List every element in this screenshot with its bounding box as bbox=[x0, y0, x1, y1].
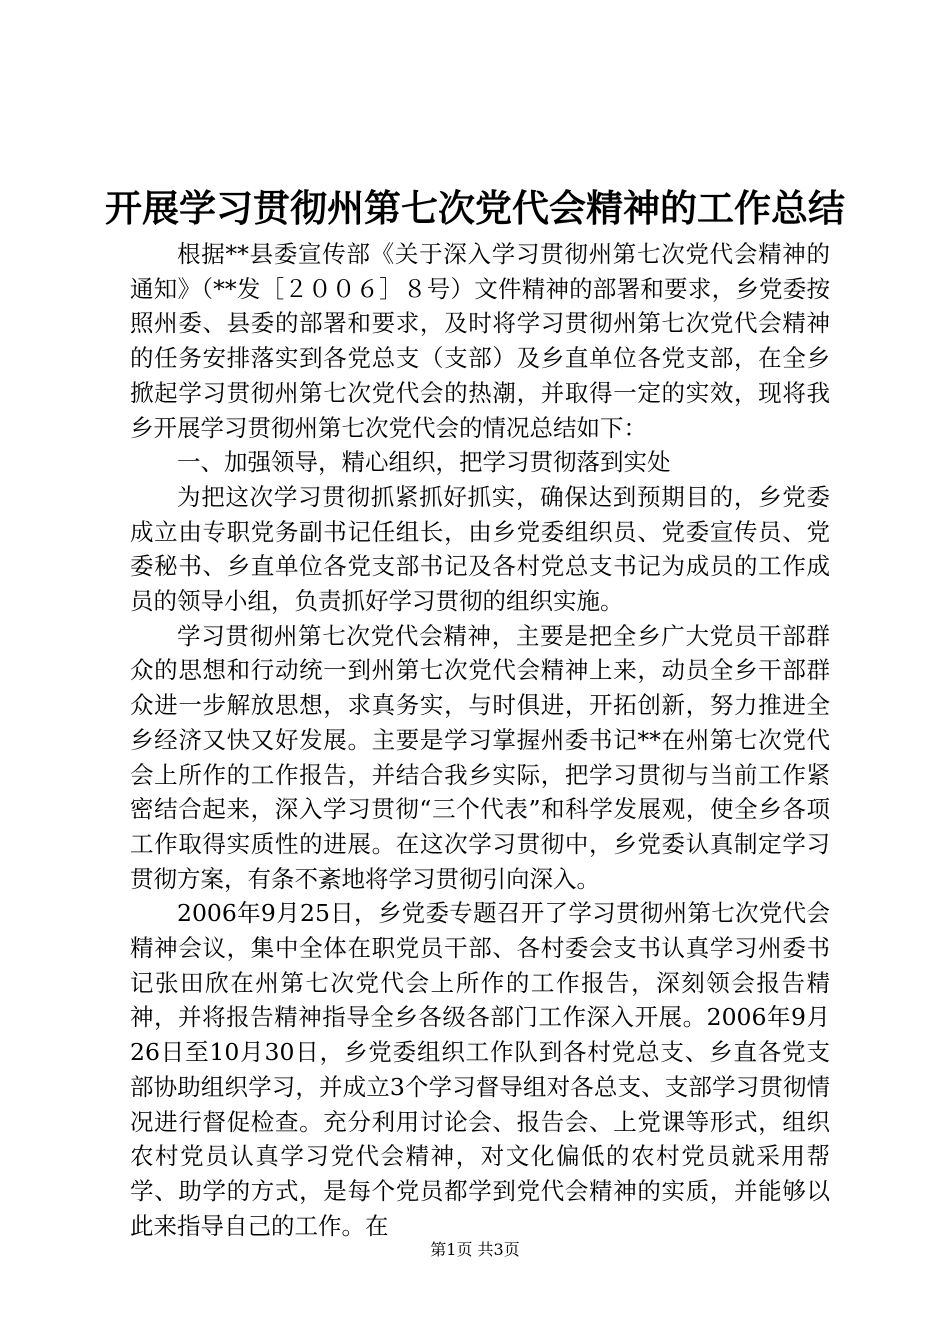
document-body bbox=[130, 237, 830, 1243]
paragraph-study-goals: 学习贯彻州第七次党代会精神，主要是把全乡广大党员干部群众的思想和行动统一到州第七次党代会精神上来，动员全乡干部群众进一步解放思想，求真务实，与时俱进，开拓创新，努力推进全乡经济又快又好发展。主要是学习掌握州委书记**在州第七次党代会上所作的工作报告，并结合我乡实际，把学习贯彻与当前工作紧密结合起来，深入学习贯彻“三个代表”和科学发展观，使全乡各项工作取得实质性的进展。在这次学习贯彻中，乡党委认真制定学习贯彻方案，有条不紊地将学习贯彻引向深入。 bbox=[130, 621, 830, 893]
section-heading-1: 一、加强领导，精心组织，把学习贯彻落到实处 bbox=[177, 448, 671, 477]
paragraph-leadership: 为把这次学习贯彻抓紧抓好抓实，确保达到预期目的，乡党委成立由专职党务副书记任组长，由乡党委组织员、党委宣传员、党委秘书、乡直单位各党支部书记及各村党总支书记为成员的工作成员的领导小组，负责抓好学习贯彻的组织实施。 bbox=[130, 482, 830, 616]
paragraph-meeting: 2006年9月25日，乡党委专题召开了学习贯彻州第七次党代会精神会议，集中全体在职党员干部、各村委会支书认真学习州委书记张田欣在州第七次党代会上所作的工作报告，深刻领会报告精神，并将报告精神指导全乡各级各部门工作深入开展。2006年9月26日至10月30日，乡党委组织工作队到各村党总支、乡直各党支部协助组织学习，并成立3个学习督导组对各总支、支部学习贯彻情况进行督促检查。充分利用讨论会、报告会、上党课等形式，组织农村党员认真学习党代会精神，对文化偏低的农村党员就采用帮学、助学的方式，是每个党员都学到党代会精神的实质，并能够以此来指导自己的工作。在 bbox=[130, 899, 830, 1240]
document-title: 开展学习贯彻州第七次党代会精神的工作总结 bbox=[105, 186, 845, 230]
page-footer: 第1页 共3页 bbox=[430, 1240, 520, 1259]
paragraph-intro: 根据**县委宣传部《关于深入学习贯彻州第七次党代会精神的通知》（**发［２００６］８号）文件精神的部署和要求，乡党委按照州委、县委的部署和要求，及时将学习贯彻州第七次党代会精神的任务安排落实到各党总支（支部）及乡直单位各党支部，在全乡掀起学习贯彻州第七次党代会的热潮，并取得一定的实效，现将我乡开展学习贯彻州第七次党代会的情况总结如下： bbox=[130, 240, 830, 442]
